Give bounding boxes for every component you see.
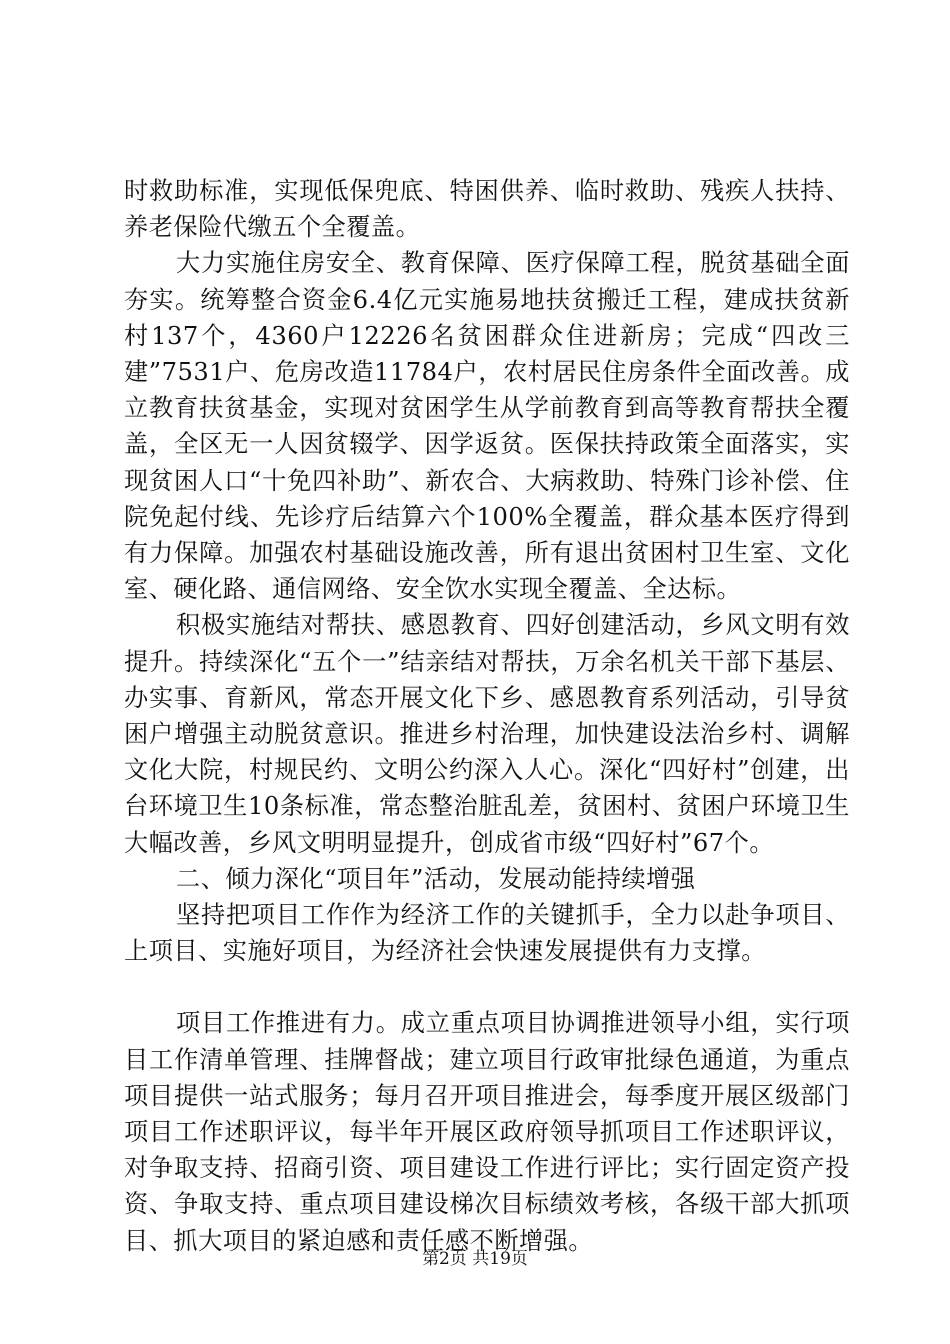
document-body <box>124 173 850 1259</box>
paragraph-continuation: 时救助标准，实现低保兜底、特困供养、临时救助、残疾人扶持、养老保险代缴五个全覆盖。 <box>124 177 850 242</box>
section-heading-project-year: 二、倾力深化“项目年”活动，发展动能持续增强 <box>176 864 696 893</box>
paragraph-project-intro: 坚持把项目工作作为经济工作的关键抓手，全力以赴争项目、上项目、实施好项目，为经济社会快速发展提供有力支撑。 <box>124 901 850 966</box>
paragraph-pairing-assistance: 积极实施结对帮扶、感恩教育、四好创建活动，乡风文明有效提升。持续深化“五个一”结亲结对帮扶，万余名机关干部下基层、办实事、育新风，常态开展文化下乡、感恩教育系列活动，引导贫困户增强主动脱贫意识。推进乡村治理，加快建设法治乡村、调解文化大院，村规民约、文明公约深入人心。深化“四好村”创建，出台环境卫生10条标准，常态整治脏乱差，贫困村、贫困户环境卫生大幅改善，乡风文明明显提升，创成省市级“四好村”67个。 <box>124 611 850 857</box>
paragraph-housing-education-medical: 大力实施住房安全、教育保障、医疗保障工程，脱贫基础全面夯实。统筹整合资金6.4亿元实施易地扶贫搬迁工程，建成扶贫新村137个，4360户12226名贫困群众住进新房；完成“四改三建”7531户、危房改造11784户，农村居民住房条件全面改善。成立教育扶贫基金，实现对贫困学生从学前教育到高等教育帮扶全覆盖，全区无一人因贫辍学、因学返贫。医保扶持政策全面落实，实现贫困人口“十免四补助”、新农合、大病救助、特殊门诊补偿、住院免起付线、先诊疗后结算六个100%全覆盖，群众基本医疗得到有力保障。加强农村基础设施改善，所有退出贫困村卫生室、文化室、硬化路、通信网络、安全饮水实现全覆盖、全达标。 <box>124 249 850 604</box>
page-number: 第2页 共19页 <box>422 1249 528 1269</box>
paragraph-project-progress: 项目工作推进有力。成立重点项目协调推进领导小组，实行项目工作清单管理、挂牌督战；建立项目行政审批绿色通道，为重点项目提供一站式服务；每月召开项目推进会，每季度开展区级部门项目工作述职评议，每半年开展区政府领导抓项目工作述职评议，对争取支持、招商引资、项目建设工作进行评比；实行固定资产投资、争取支持、重点项目建设梯次目标绩效考核，各级干部大抓项目、抓大项目的紧迫感和责任感不断增强。 <box>124 1009 850 1255</box>
